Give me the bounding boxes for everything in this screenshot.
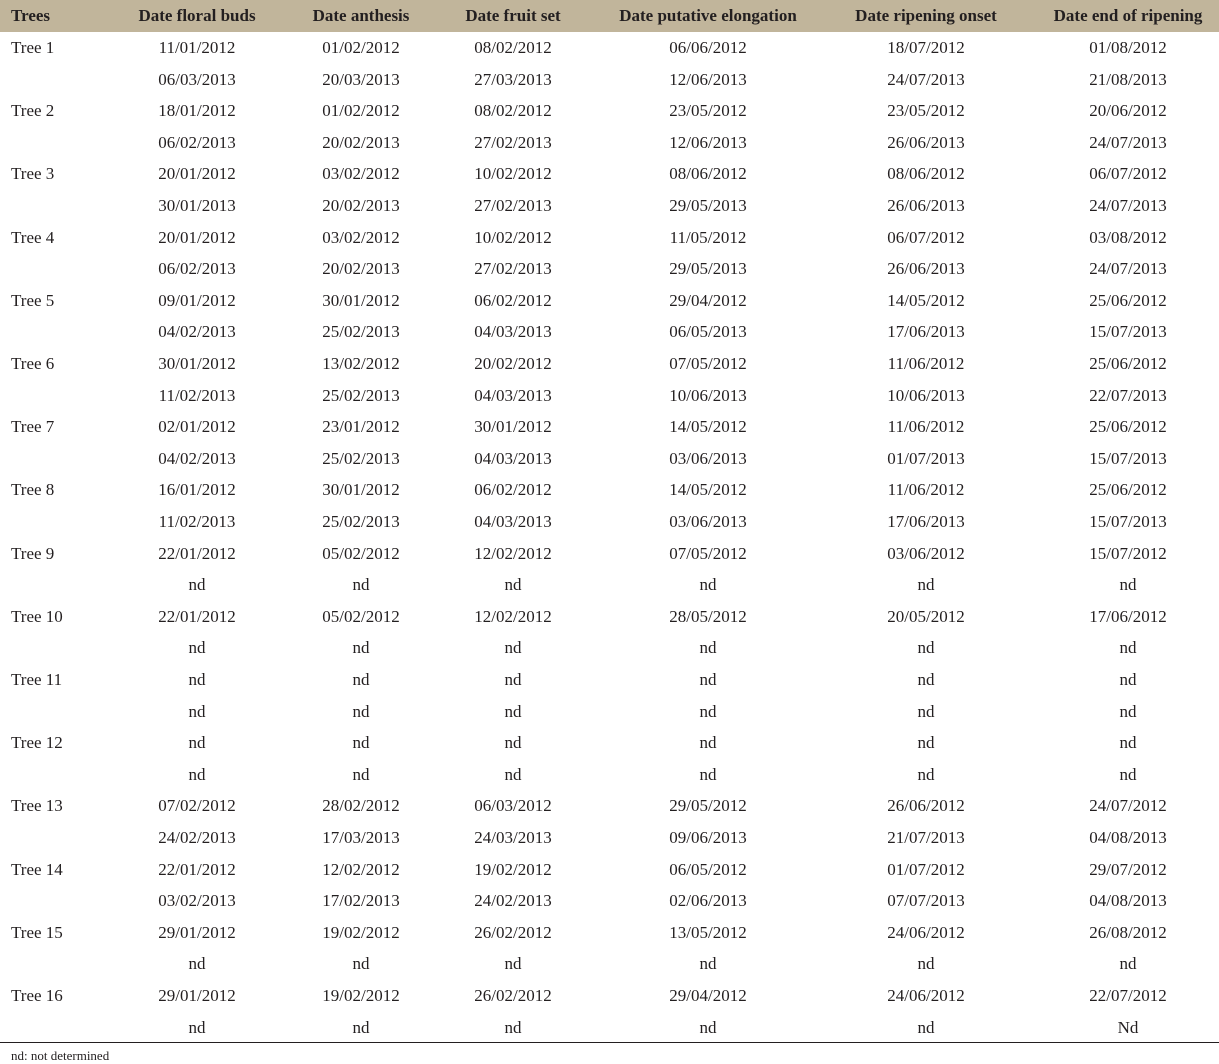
cell-ripening-onset: nd — [917, 638, 935, 658]
table-row — [0, 64, 1219, 96]
cell-fruit-set: nd — [504, 1017, 522, 1037]
table-row — [0, 632, 1219, 664]
cell-ripening-onset: 24/06/2012 — [887, 922, 965, 942]
cell-anthesis: 25/02/2013 — [322, 512, 400, 531]
cell-end-of-ripening: 29/07/2012 — [1089, 859, 1167, 879]
cell-tree: Tree 6 — [11, 354, 55, 373]
cell-fruit-set: 24/03/2013 — [474, 828, 552, 847]
cell-fruit-set: 27/02/2013 — [474, 259, 552, 279]
cell-end-of-ripening: 24/07/2013 — [1089, 132, 1167, 152]
cell-floral-buds: 22/01/2012 — [158, 543, 236, 563]
cell-ripening-onset: 14/05/2012 — [887, 290, 965, 310]
cell-fruit-set: 30/01/2012 — [474, 417, 552, 437]
cell-anthesis: 01/02/2012 — [322, 38, 400, 57]
table-row — [0, 411, 1219, 443]
cell-end-of-ripening: 20/06/2012 — [1089, 101, 1167, 121]
cell-floral-buds: 11/02/2013 — [158, 512, 236, 531]
cell-anthesis: 20/03/2013 — [322, 69, 400, 89]
cell-anthesis: nd — [352, 575, 370, 595]
table-footnote: nd: not determined — [11, 1048, 110, 1063]
table-row — [0, 790, 1219, 822]
cell-fruit-set: nd — [504, 733, 522, 753]
column-header-anthesis: Date anthesis — [312, 6, 410, 25]
table-row — [0, 822, 1219, 854]
cell-fruit-set: 26/02/2012 — [474, 922, 552, 942]
cell-putative-elongation: 03/06/2013 — [669, 512, 747, 531]
table-row — [0, 854, 1219, 886]
cell-fruit-set: 10/02/2012 — [474, 164, 552, 184]
cell-ripening-onset: 26/06/2012 — [887, 796, 965, 816]
cell-end-of-ripening: nd — [1119, 638, 1137, 658]
cell-ripening-onset: 26/06/2013 — [887, 259, 965, 279]
cell-putative-elongation: 13/05/2012 — [669, 922, 747, 942]
cell-anthesis: 23/01/2012 — [322, 417, 400, 437]
cell-tree: Tree 7 — [11, 417, 55, 437]
cell-ripening-onset: 08/06/2012 — [887, 164, 965, 184]
column-header-tree: Trees — [11, 6, 51, 25]
cell-fruit-set: 27/02/2013 — [474, 196, 552, 215]
cell-tree: Tree 4 — [11, 227, 55, 247]
cell-anthesis: 30/01/2012 — [322, 290, 400, 310]
cell-putative-elongation: nd — [699, 1017, 717, 1037]
table-row — [0, 32, 1219, 64]
cell-putative-elongation: nd — [699, 670, 717, 689]
cell-putative-elongation: 06/05/2012 — [669, 859, 747, 879]
cell-floral-buds: 29/01/2012 — [158, 986, 236, 1005]
cell-floral-buds: nd — [188, 638, 206, 658]
cell-end-of-ripening: nd — [1119, 575, 1137, 595]
cell-anthesis: 20/02/2013 — [322, 196, 400, 215]
cell-end-of-ripening: 15/07/2013 — [1089, 512, 1167, 531]
cell-floral-buds: nd — [188, 1017, 206, 1037]
cell-ripening-onset: 24/06/2012 — [887, 986, 965, 1005]
cell-putative-elongation: 29/04/2012 — [669, 290, 747, 310]
cell-floral-buds: 16/01/2012 — [158, 480, 236, 500]
cell-fruit-set: nd — [504, 764, 522, 784]
cell-floral-buds: 07/02/2012 — [158, 796, 236, 816]
cell-floral-buds: nd — [188, 701, 206, 721]
cell-ripening-onset: 26/06/2013 — [887, 196, 965, 215]
cell-anthesis: nd — [352, 1017, 370, 1037]
cell-fruit-set: 12/02/2012 — [474, 606, 552, 626]
cell-putative-elongation: 08/06/2012 — [669, 164, 747, 184]
table-row — [0, 380, 1219, 412]
cell-fruit-set: 04/03/2013 — [474, 512, 552, 531]
table-row — [0, 127, 1219, 159]
cell-end-of-ripening: 03/08/2012 — [1089, 227, 1167, 247]
cell-ripening-onset: 10/06/2013 — [887, 385, 965, 405]
cell-anthesis: 05/02/2012 — [322, 606, 400, 626]
cell-end-of-ripening: 04/08/2013 — [1089, 828, 1167, 847]
cell-putative-elongation: nd — [699, 733, 717, 753]
cell-putative-elongation: 11/05/2012 — [669, 227, 747, 247]
cell-floral-buds: 18/01/2012 — [158, 101, 236, 121]
cell-putative-elongation: 29/05/2013 — [669, 259, 747, 279]
cell-tree: Tree 11 — [11, 670, 63, 689]
cell-fruit-set: 06/02/2012 — [474, 290, 552, 310]
cell-floral-buds: 30/01/2012 — [158, 354, 236, 373]
cell-fruit-set: 27/03/2013 — [474, 69, 552, 89]
table-bottom-rule — [0, 1042, 1219, 1043]
table-row — [0, 95, 1219, 127]
cell-tree: Tree 14 — [11, 859, 63, 879]
cell-putative-elongation: nd — [699, 954, 717, 974]
cell-end-of-ripening: 24/07/2013 — [1089, 196, 1167, 215]
cell-fruit-set: 04/03/2013 — [474, 322, 552, 342]
cell-ripening-onset: nd — [917, 701, 935, 721]
cell-anthesis: 17/02/2013 — [322, 891, 400, 911]
cell-tree: Tree 2 — [11, 101, 55, 121]
cell-putative-elongation: 07/05/2012 — [669, 543, 747, 563]
cell-putative-elongation: 29/05/2013 — [669, 196, 747, 215]
cell-floral-buds: 30/01/2013 — [158, 196, 236, 215]
cell-ripening-onset: 11/06/2012 — [887, 354, 965, 373]
cell-floral-buds: nd — [188, 733, 206, 753]
cell-anthesis: 20/02/2013 — [322, 259, 400, 279]
cell-anthesis: nd — [352, 638, 370, 658]
cell-ripening-onset: 24/07/2013 — [887, 69, 965, 89]
cell-floral-buds: 11/02/2013 — [158, 385, 236, 405]
cell-putative-elongation: 02/06/2013 — [669, 891, 747, 911]
cell-putative-elongation: nd — [699, 764, 717, 784]
cell-fruit-set: 19/02/2012 — [474, 859, 552, 879]
cell-ripening-onset: 01/07/2013 — [887, 448, 965, 468]
cell-ripening-onset: nd — [917, 670, 935, 689]
cell-fruit-set: 04/03/2013 — [474, 448, 552, 468]
cell-fruit-set: nd — [504, 701, 522, 721]
table-row — [0, 696, 1219, 728]
cell-fruit-set: nd — [504, 638, 522, 658]
table-row — [0, 1012, 1219, 1044]
cell-putative-elongation: 14/05/2012 — [669, 417, 747, 437]
cell-end-of-ripening: 24/07/2013 — [1089, 259, 1167, 279]
cell-end-of-ripening: 22/07/2012 — [1089, 986, 1167, 1005]
cell-floral-buds: 20/01/2012 — [158, 227, 236, 247]
cell-putative-elongation: 23/05/2012 — [669, 101, 747, 121]
cell-anthesis: 03/02/2012 — [322, 227, 400, 247]
cell-anthesis: nd — [352, 701, 370, 721]
cell-putative-elongation: 12/06/2013 — [669, 69, 747, 89]
column-header-fruit-set: Date fruit set — [465, 6, 561, 25]
cell-fruit-set: 27/02/2013 — [474, 132, 552, 152]
cell-end-of-ripening: nd — [1119, 733, 1137, 753]
cell-ripening-onset: 26/06/2013 — [887, 132, 965, 152]
cell-floral-buds: nd — [188, 954, 206, 974]
cell-tree: Tree 9 — [11, 543, 55, 563]
cell-floral-buds: 03/02/2013 — [158, 891, 236, 911]
cell-anthesis: 13/02/2012 — [322, 354, 400, 373]
cell-floral-buds: nd — [188, 764, 206, 784]
column-header-putative-elongation: Date putative elongation — [619, 6, 797, 25]
cell-ripening-onset: 06/07/2012 — [887, 227, 965, 247]
cell-anthesis: 20/02/2013 — [322, 132, 400, 152]
cell-tree: Tree 16 — [11, 986, 63, 1005]
cell-ripening-onset: nd — [917, 764, 935, 784]
cell-floral-buds: 22/01/2012 — [158, 859, 236, 879]
cell-floral-buds: 24/02/2013 — [158, 828, 236, 847]
table-row — [0, 569, 1219, 601]
cell-putative-elongation: 29/04/2012 — [669, 986, 747, 1005]
cell-tree: Tree 1 — [11, 38, 55, 57]
cell-ripening-onset: 17/06/2013 — [887, 322, 965, 342]
cell-putative-elongation: 06/05/2013 — [669, 322, 747, 342]
cell-end-of-ripening: 25/06/2012 — [1089, 290, 1167, 310]
cell-end-of-ripening: 17/06/2012 — [1089, 606, 1167, 626]
cell-tree: Tree 13 — [11, 796, 63, 816]
cell-floral-buds: nd — [188, 670, 206, 689]
cell-end-of-ripening: 22/07/2013 — [1089, 385, 1167, 405]
cell-ripening-onset: 17/06/2013 — [887, 512, 965, 531]
cell-end-of-ripening: 21/08/2013 — [1089, 69, 1167, 89]
cell-anthesis: nd — [352, 764, 370, 784]
table-row — [0, 285, 1219, 317]
cell-end-of-ripening: 25/06/2012 — [1089, 480, 1167, 500]
cell-end-of-ripening: nd — [1119, 670, 1137, 689]
table-row — [0, 759, 1219, 791]
cell-end-of-ripening: nd — [1119, 954, 1137, 974]
cell-ripening-onset: 23/05/2012 — [887, 101, 965, 121]
table-row — [0, 917, 1219, 949]
table-row — [0, 222, 1219, 254]
cell-tree: Tree 5 — [11, 290, 55, 310]
cell-putative-elongation: 03/06/2013 — [669, 448, 747, 468]
cell-anthesis: 30/01/2012 — [322, 480, 400, 500]
cell-fruit-set: 08/02/2012 — [474, 38, 552, 57]
cell-anthesis: nd — [352, 954, 370, 974]
table-row — [0, 727, 1219, 759]
table-row — [0, 601, 1219, 633]
cell-putative-elongation: 06/06/2012 — [669, 38, 747, 57]
cell-fruit-set: nd — [504, 575, 522, 595]
cell-fruit-set: 12/02/2012 — [474, 543, 552, 563]
cell-end-of-ripening: 04/08/2013 — [1089, 891, 1167, 911]
cell-anthesis: nd — [352, 733, 370, 753]
table-row — [0, 538, 1219, 570]
cell-tree: Tree 10 — [11, 606, 63, 626]
cell-fruit-set: nd — [504, 670, 522, 689]
cell-fruit-set: 04/03/2013 — [474, 385, 552, 405]
cell-anthesis: 01/02/2012 — [322, 101, 400, 121]
cell-anthesis: 17/03/2013 — [322, 828, 400, 847]
cell-ripening-onset: 11/06/2012 — [887, 417, 965, 437]
column-header-floral-buds: Date floral buds — [138, 6, 256, 25]
table-row — [0, 443, 1219, 475]
cell-anthesis: 19/02/2012 — [322, 986, 400, 1005]
cell-floral-buds: 06/02/2013 — [158, 259, 236, 279]
cell-putative-elongation: 12/06/2013 — [669, 132, 747, 152]
cell-ripening-onset: nd — [917, 1017, 935, 1037]
cell-end-of-ripening: 26/08/2012 — [1089, 922, 1167, 942]
column-header-ripening-onset: Date ripening onset — [855, 6, 997, 25]
cell-fruit-set: 26/02/2012 — [474, 986, 552, 1005]
cell-ripening-onset: 21/07/2013 — [887, 828, 965, 847]
cell-floral-buds: 06/03/2013 — [158, 69, 236, 89]
cell-end-of-ripening: nd — [1119, 764, 1137, 784]
table-row — [0, 474, 1219, 506]
cell-end-of-ripening: 15/07/2012 — [1089, 543, 1167, 563]
cell-floral-buds: 09/01/2012 — [158, 290, 236, 310]
cell-fruit-set: 08/02/2012 — [474, 101, 552, 121]
cell-anthesis: 25/02/2013 — [322, 322, 400, 342]
cell-end-of-ripening: 25/06/2012 — [1089, 354, 1167, 373]
cell-putative-elongation: nd — [699, 575, 717, 595]
cell-ripening-onset: nd — [917, 733, 935, 753]
table-row — [0, 980, 1219, 1012]
cell-tree: Tree 3 — [11, 164, 55, 184]
cell-anthesis: 19/02/2012 — [322, 922, 400, 942]
table-row — [0, 316, 1219, 348]
cell-putative-elongation: 09/06/2013 — [669, 828, 747, 847]
cell-fruit-set: 06/03/2012 — [474, 796, 552, 816]
cell-floral-buds: 04/02/2013 — [158, 322, 236, 342]
cell-end-of-ripening: nd — [1119, 701, 1137, 721]
cell-end-of-ripening: 15/07/2013 — [1089, 448, 1167, 468]
cell-ripening-onset: 20/05/2012 — [887, 606, 965, 626]
cell-tree: Tree 15 — [11, 922, 63, 942]
cell-end-of-ripening: 01/08/2012 — [1089, 38, 1167, 57]
cell-fruit-set: 24/02/2013 — [474, 891, 552, 911]
table-row — [0, 348, 1219, 380]
cell-floral-buds: nd — [188, 575, 206, 595]
table-row — [0, 664, 1219, 696]
cell-floral-buds: 11/01/2012 — [158, 38, 236, 57]
table-row — [0, 506, 1219, 538]
cell-end-of-ripening: Nd — [1117, 1017, 1139, 1037]
cell-floral-buds: 20/01/2012 — [158, 164, 236, 184]
cell-ripening-onset: 03/06/2012 — [887, 543, 965, 563]
cell-fruit-set: nd — [504, 954, 522, 974]
cell-end-of-ripening: 25/06/2012 — [1089, 417, 1167, 437]
cell-ripening-onset: 18/07/2012 — [887, 38, 965, 57]
cell-tree: Tree 8 — [11, 480, 55, 500]
cell-fruit-set: 06/02/2012 — [474, 480, 552, 500]
cell-floral-buds: 02/01/2012 — [158, 417, 236, 437]
cell-fruit-set: 10/02/2012 — [474, 227, 552, 247]
cell-fruit-set: 20/02/2012 — [474, 354, 552, 373]
cell-putative-elongation: 10/06/2013 — [669, 385, 747, 405]
cell-floral-buds: 22/01/2012 — [158, 606, 236, 626]
table-row — [0, 158, 1219, 190]
table-header — [0, 0, 1219, 32]
cell-anthesis: 05/02/2012 — [322, 543, 400, 563]
table-row — [0, 253, 1219, 285]
cell-end-of-ripening: 15/07/2013 — [1089, 322, 1167, 342]
table-row — [0, 885, 1219, 917]
cell-ripening-onset: 01/07/2012 — [887, 859, 965, 879]
cell-putative-elongation: 14/05/2012 — [669, 480, 747, 500]
cell-anthesis: 12/02/2012 — [322, 859, 400, 879]
cell-putative-elongation: 28/05/2012 — [669, 606, 747, 626]
cell-end-of-ripening: 24/07/2012 — [1089, 796, 1167, 816]
cell-anthesis: 28/02/2012 — [322, 796, 400, 816]
cell-anthesis: 25/02/2013 — [322, 385, 400, 405]
cell-end-of-ripening: 06/07/2012 — [1089, 164, 1167, 184]
cell-tree: Tree 12 — [11, 733, 63, 753]
cell-floral-buds: 29/01/2012 — [158, 922, 236, 942]
table-row — [0, 190, 1219, 222]
cell-putative-elongation: 29/05/2012 — [669, 796, 747, 816]
table-row — [0, 948, 1219, 980]
cell-anthesis: nd — [352, 670, 370, 689]
cell-putative-elongation: nd — [699, 701, 717, 721]
cell-anthesis: 03/02/2012 — [322, 164, 400, 184]
cell-putative-elongation: nd — [699, 638, 717, 658]
column-header-end-of-ripening: Date end of ripening — [1053, 6, 1203, 25]
cell-ripening-onset: nd — [917, 575, 935, 595]
cell-floral-buds: 04/02/2013 — [158, 448, 236, 468]
cell-putative-elongation: 07/05/2012 — [669, 354, 747, 373]
cell-anthesis: 25/02/2013 — [322, 448, 400, 468]
cell-floral-buds: 06/02/2013 — [158, 132, 236, 152]
cell-ripening-onset: 11/06/2012 — [887, 480, 965, 500]
cell-ripening-onset: 07/07/2013 — [887, 891, 965, 911]
cell-ripening-onset: nd — [917, 954, 935, 974]
